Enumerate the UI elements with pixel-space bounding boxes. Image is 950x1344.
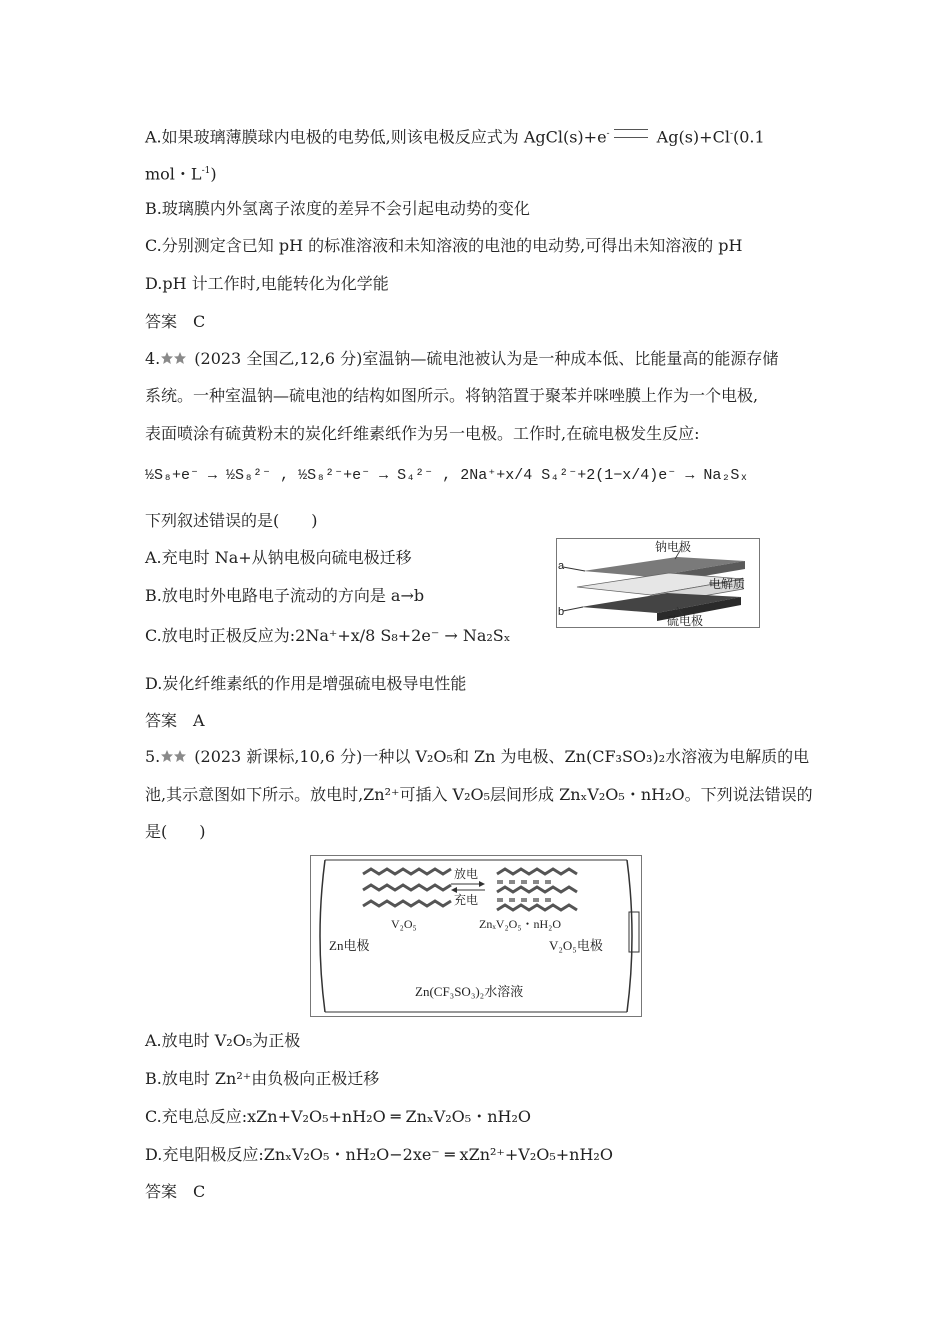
q5-answer: 答案 C — [145, 1182, 206, 1201]
q5-option-b: B.放电时 Zn²⁺由负极向正极迁移 — [145, 1069, 380, 1088]
q4-option-b: B.放电时外电路电子流动的方向是 a→b — [145, 586, 425, 605]
q4-option-a: A.充电时 Na+从钠电极向硫电极迁移 — [145, 548, 412, 567]
difficulty-stars-icon — [160, 749, 194, 763]
label-product: ZnₓV₂O₅・nH₂O — [479, 917, 562, 931]
label-v2o5: V₂O₅ — [391, 917, 417, 931]
q4-stem-line3: 表面喷涂有硫黄粉末的炭化纤维素纸作为另一电极。工作时,在硫电极发生反应: — [145, 424, 700, 443]
label-discharge: 放电 — [454, 867, 479, 881]
label-na-electrode: 钠电极 — [655, 540, 692, 554]
q3-option-a-line2: mol・$L^{-1}$) — [145, 164, 217, 184]
q4-battery-figure — [556, 538, 760, 628]
q3-option-a-line1: A.如果玻璃薄膜球内电极的电势低,则该电极反应式为 AgCl(s)+e- Ag(s)+Cl-(0.1 — [145, 127, 765, 147]
label-b: b — [558, 606, 565, 618]
q3-option-d: D.pH 计工作时,电能转化为化学能 — [145, 274, 389, 293]
q5-stem-line1: 5. (2023 新课标,10,6 分)一种以 V₂O₅和 Zn 为电极、Zn(CF₃SO₃)₂水溶液为电解质的电 — [145, 747, 810, 766]
q5-option-d: D.充电阳极反应:ZnₓV₂O₅・nH₂O−2xe⁻ ═ xZn²⁺+V₂O₅+nH₂O — [145, 1145, 613, 1164]
q4-answer: 答案 A — [145, 711, 205, 730]
q4-option-c: C.放电时正极反应为:2Na⁺+x/8 S₈+2e⁻ → Na₂Sₓ — [145, 626, 511, 645]
label-electrolyte-solution: Zn(CF₃SO₃)₂水溶液 — [415, 984, 524, 999]
q3-option-b: B.玻璃膜内外氢离子浓度的差异不会引起电动势的变化 — [145, 199, 530, 218]
q5-stem-line2: 池,其示意图如下所示。放电时,Zn²⁺可插入 V₂O₅层间形成 ZnₓV₂O₅・nH₂O。下列说法错误的 — [145, 785, 813, 804]
q5-option-c: C.充电总反应:xZn+V₂O₅+nH₂O ═ ZnₓV₂O₅・nH₂O — [145, 1107, 531, 1126]
q4-stem-line1: 4. (2023 全国乙,12,6 分)室温钠—硫电池被认为是一种成本低、比能量高的能源存储 — [145, 349, 779, 368]
label-charge: 充电 — [454, 893, 479, 907]
q4-question: 下列叙述错误的是( ) — [145, 511, 318, 530]
q4-stem-line2: 系统。一种室温钠—硫电池的结构如图所示。将钠箔置于聚苯并咪唑膜上作为一个电极, — [145, 386, 759, 405]
label-s-electrode: 硫电极 — [667, 614, 704, 627]
battery-structure-diagram — [557, 539, 759, 627]
q3-answer: 答案 C — [145, 312, 206, 331]
label-v2o5-electrode: V₂O₅电极 — [549, 938, 603, 953]
q5-option-a: A.放电时 V₂O₅为正极 — [145, 1031, 301, 1050]
q3-option-c: C.分别测定含已知 pH 的标准溶液和未知溶液的电池的电动势,可得出未知溶液的 pH — [145, 236, 743, 255]
difficulty-stars-icon — [160, 351, 194, 365]
equilibrium-sign-icon — [614, 129, 648, 138]
q5-battery-figure — [310, 855, 642, 1017]
q4-equations: ½S₈+e⁻ → ½S₈²⁻ , ½S₈²⁻+e⁻ → S₄²⁻ , 2Na⁺+x/4 S₄²⁻+2(1−x/4)e⁻ → Na₂Sₓ — [145, 467, 749, 484]
q5-stem-line3: 是( ) — [145, 822, 206, 841]
label-electrolyte: 电解质 — [709, 577, 746, 591]
q4-option-d: D.炭化纤维素纸的作用是增强硫电极导电性能 — [145, 674, 467, 693]
label-zn-electrode: Zn电极 — [329, 938, 370, 953]
zn-v2o5-battery-diagram — [311, 856, 641, 1016]
label-a: a — [558, 560, 565, 572]
